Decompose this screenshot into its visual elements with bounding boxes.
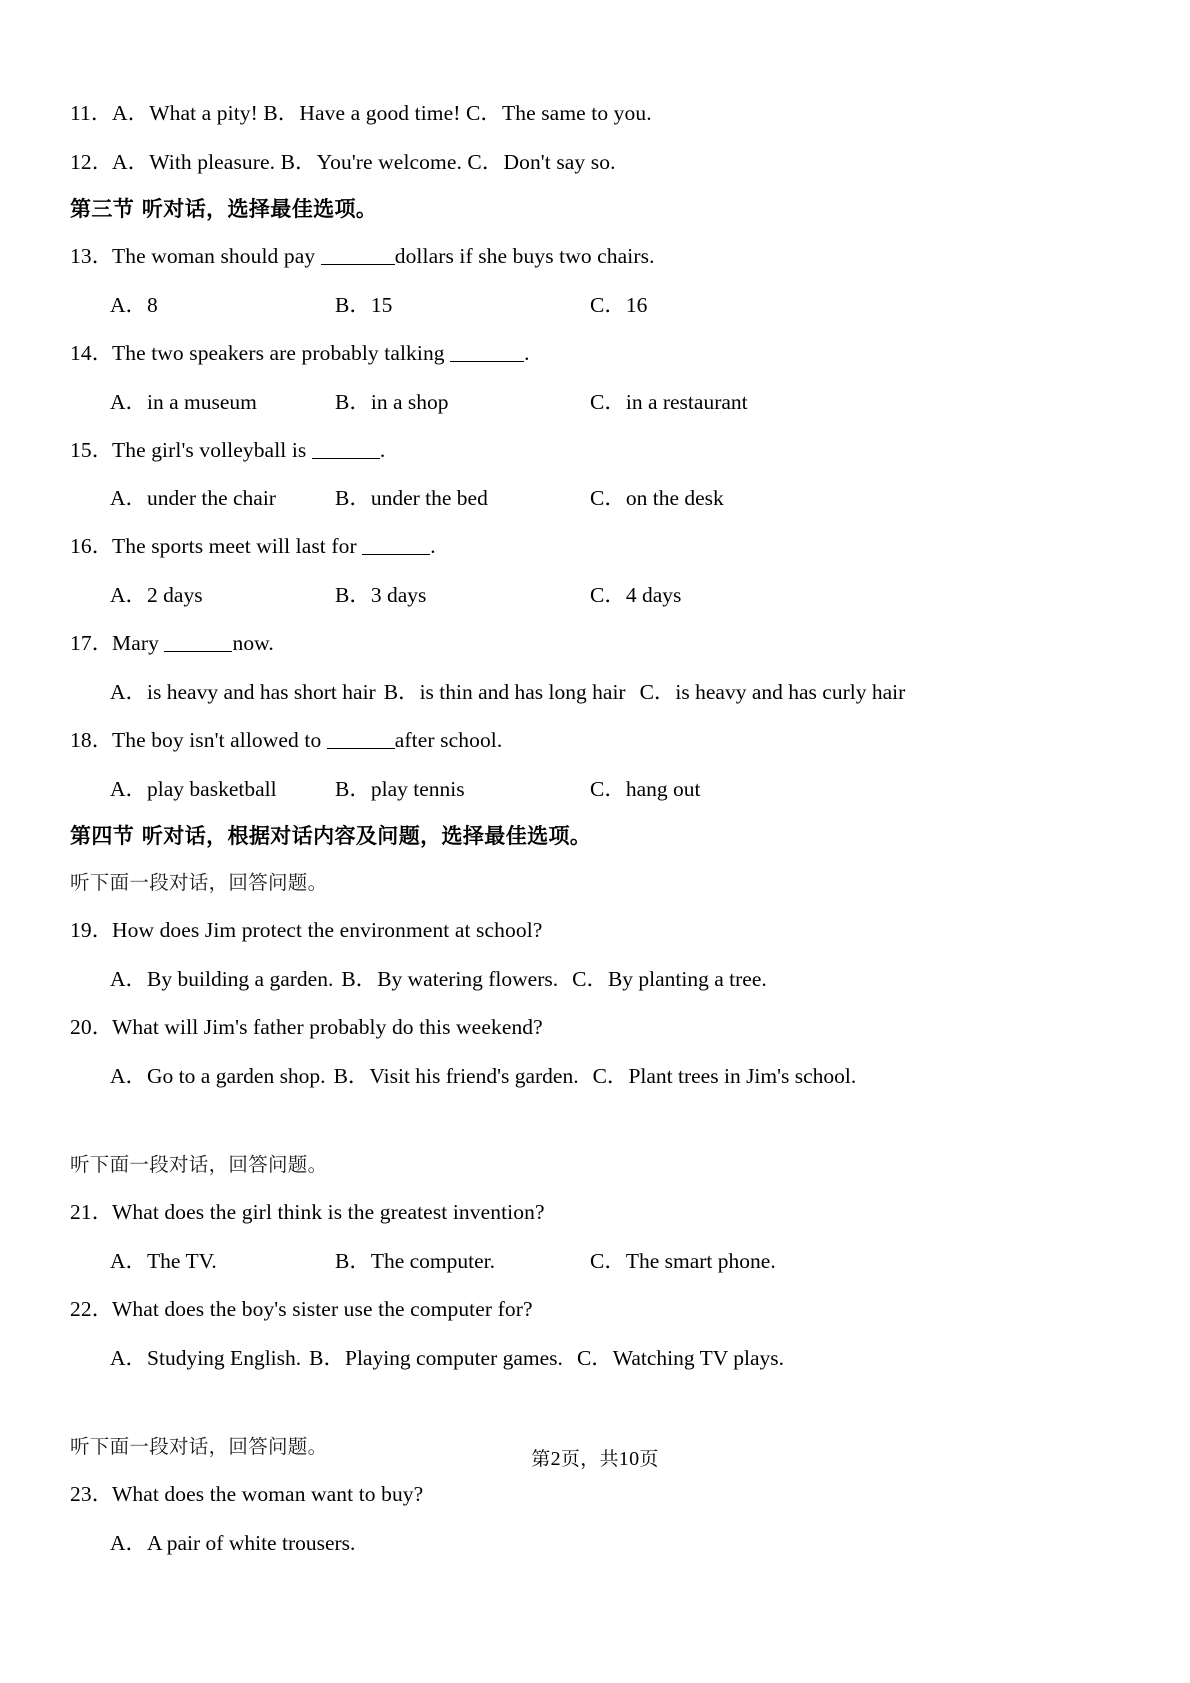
question-12 [70,149,1120,176]
option-b[interactable] [335,582,590,609]
question-19 [70,917,1120,944]
option-b[interactable] [335,1248,590,1275]
option-c[interactable] [590,485,724,512]
question-number: 22． [70,1296,114,1321]
question-13 [70,243,1120,270]
option-c[interactable] [577,1345,784,1372]
footer-suffix: 页 [639,1448,659,1470]
option-b[interactable] [341,966,558,993]
option-text: Studying English. [147,1345,302,1370]
question-number: 19． [70,918,114,943]
question-number: 23． [70,1481,114,1506]
options-row-22 [70,1345,1120,1372]
option-b[interactable] [334,1063,579,1090]
spacer [70,176,1120,196]
answer-blank [362,534,430,555]
question-stem: What does the girl think is the greatest invention? [112,1200,545,1225]
question-stem-after: dollars if she buys two chairs. [394,244,655,269]
page-content [70,100,1120,1557]
question-15 [70,437,1120,464]
option-mark: B． [333,1063,370,1088]
option-mark: B． [383,679,420,704]
option-text: in a museum [147,389,257,414]
option-a[interactable] [110,776,335,803]
question-number: 12． [70,149,114,174]
option-a[interactable] [110,1345,301,1372]
spacer [70,319,1120,340]
question-23 [70,1481,1120,1508]
question-22 [70,1296,1120,1323]
option-mark: B． [335,1248,371,1273]
spacer [70,895,1120,917]
option-c[interactable] [593,1063,857,1090]
options-row-20 [70,1063,1120,1090]
question-stem-after: . [379,437,386,462]
option-text: Playing computer games. [344,1345,563,1370]
spacer [70,560,1120,582]
option-mark: A． [110,1345,148,1370]
option-a[interactable] [110,679,376,706]
option-text: By planting a tree. [607,967,767,992]
question-stem-after: . [524,340,530,365]
option-text: By watering flowers. [377,967,559,992]
option-mark: C． [590,776,626,801]
question-stem-before: The two speakers are probably talking [112,340,445,365]
spacer [70,416,1120,437]
option-text: 2 days [147,583,203,608]
footer-current-page: 2 [550,1448,561,1470]
spacer [70,1177,1120,1199]
option-text: is heavy and has short hair [147,679,376,704]
option-text: A pair of white trousers. [147,1530,356,1555]
option-mark: A． [110,292,148,317]
option-mark: C． [639,679,676,704]
options-row-17 [70,679,1120,706]
spacer [70,463,1120,485]
option-text: under the bed [370,486,488,511]
spacer [70,1275,1120,1296]
option-mark: C． [590,583,626,608]
question-stem-before: The girl's volleyball is [112,437,307,462]
option-a[interactable] [110,292,335,319]
option-a[interactable] [110,389,335,416]
option-mark: C． [590,486,626,511]
option-text: 15 [370,292,393,317]
options-row-23 [70,1530,1120,1557]
option-mark: A． [110,389,148,414]
option-text: 16 [625,292,648,317]
question-options-inline: A．What a pity! B．Have a good time! C．The same to you. [112,101,652,125]
option-mark: C． [590,389,626,414]
option-mark: A． [110,583,148,608]
options-row-13 [70,292,1120,319]
option-c[interactable] [590,582,681,609]
answer-blank [450,340,524,361]
question-17 [70,630,1120,657]
option-text: Go to a garden shop. [147,1063,326,1088]
answer-blank [164,631,232,652]
option-text: under the chair [147,486,276,511]
options-row-14 [70,389,1120,416]
question-stem-after: now. [232,631,274,656]
option-text: 4 days [625,583,682,608]
listening-instruction-3: 听下面一段对话，回答问题。 [70,1434,328,1458]
spacer [70,993,1120,1014]
spacer [70,1372,1120,1434]
option-text: The TV. [147,1248,217,1273]
spacer [70,1090,1120,1152]
listening-instruction-2: 听下面一段对话，回答问题。 [70,1152,328,1176]
option-text: hang out [625,776,701,801]
option-mark: A． [110,1530,148,1555]
option-b[interactable] [384,679,626,706]
option-mark: A． [110,486,148,511]
option-text: on the desk [625,486,724,511]
option-c[interactable] [590,389,748,416]
spacer [70,803,1120,823]
option-text: Plant trees in Jim's school. [628,1063,857,1088]
option-mark: A． [110,1063,148,1088]
question-20 [70,1014,1120,1041]
spacer [70,609,1120,630]
question-14 [70,340,1120,367]
option-mark: C． [592,1063,629,1088]
spacer [70,367,1120,389]
option-text: in a restaurant [625,389,748,414]
option-mark: A． [110,776,148,801]
spacer [70,1323,1120,1345]
spacer [70,270,1120,292]
question-stem-before: The boy isn't allowed to [112,727,322,752]
question-number: 16． [70,534,114,559]
option-mark: B． [341,967,378,992]
question-number: 20． [70,1014,114,1039]
option-mark: B． [335,292,371,317]
option-text: play basketball [147,776,277,801]
question-16 [70,533,1120,560]
question-11 [70,100,1120,127]
option-c[interactable] [590,1248,776,1275]
question-number: 11． [70,101,113,125]
option-text: Visit his friend's garden. [369,1063,579,1088]
page-footer [0,1444,1190,1471]
option-mark: A． [110,679,148,704]
option-a[interactable] [110,966,333,993]
listening-instruction-1: 听下面一段对话，回答问题。 [70,870,328,894]
options-row-16 [70,582,1120,609]
question-stem: What does the boy's sister use the computer for? [112,1296,533,1321]
spacer [70,706,1120,727]
option-a[interactable] [110,485,335,512]
question-number: 15． [70,437,114,462]
option-text: Watching TV plays. [612,1345,785,1370]
option-c[interactable] [590,776,701,803]
option-mark: B． [335,776,371,801]
option-b[interactable] [309,1345,563,1372]
footer-prefix: 第 [531,1448,551,1470]
question-stem-after: after school. [394,727,503,752]
option-c[interactable] [640,679,906,706]
option-a[interactable] [110,1530,355,1557]
question-stem-after: . [430,534,436,559]
option-mark: B． [335,486,371,511]
options-row-21 [70,1248,1120,1275]
option-text: is thin and has long hair [419,679,626,704]
option-c[interactable] [572,966,767,993]
option-mark: C． [590,292,626,317]
spacer [70,1226,1120,1248]
option-text: The computer. [370,1248,496,1273]
question-number: 13． [70,244,114,269]
question-number: 21． [70,1200,114,1225]
question-18 [70,727,1120,754]
question-stem-before: Mary [112,631,159,656]
option-text: in a shop [370,389,449,414]
spacer [70,1041,1120,1063]
spacer [70,850,1120,870]
option-text: By building a garden. [147,967,334,992]
option-text: is heavy and has curly hair [675,679,906,704]
option-text: The smart phone. [625,1248,776,1273]
question-options-inline: A．With pleasure. B．You're welcome. C．Don't say so. [112,149,616,174]
question-stem-before: The woman should pay [112,244,316,269]
option-text: 3 days [370,583,427,608]
spacer [70,657,1120,679]
option-mark: B． [309,1345,345,1370]
question-number: 17． [70,631,114,656]
option-text: play tennis [370,776,465,801]
option-b[interactable] [335,292,590,319]
question-stem: What will Jim's father probably do this weekend? [112,1014,543,1039]
option-mark: C． [576,1345,613,1370]
answer-blank [312,437,380,458]
spacer [70,127,1120,149]
question-number: 18． [70,727,114,752]
option-mark: A． [110,967,148,992]
option-b[interactable] [335,485,590,512]
answer-blank [321,244,395,265]
option-mark: B． [335,583,371,608]
option-b[interactable] [335,776,590,803]
option-a[interactable] [110,1063,326,1090]
question-number: 14． [70,340,114,365]
spacer [70,754,1120,776]
option-mark: C． [572,967,608,992]
option-mark: A． [110,1248,148,1273]
spacer [70,1508,1120,1530]
spacer [70,512,1120,533]
question-stem: How does Jim protect the environment at school? [112,918,543,943]
options-row-19 [70,966,1120,993]
option-c[interactable] [590,292,647,319]
question-stem: What does the woman want to buy? [112,1481,424,1506]
options-row-15 [70,485,1120,512]
section-heading-4: 第四节 听对话，根据对话内容及问题，选择最佳选项。 [70,823,592,848]
option-b[interactable] [335,389,590,416]
answer-blank [327,727,395,748]
spacer [70,944,1120,966]
footer-middle: 页，共 [560,1448,619,1470]
option-mark: C． [590,1248,626,1273]
options-row-18 [70,776,1120,803]
option-text: 8 [147,292,158,317]
spacer [70,223,1120,243]
section-heading-3: 第三节 听对话，选择最佳选项。 [70,196,378,221]
question-21 [70,1199,1120,1226]
option-mark: B． [335,389,371,414]
option-a[interactable] [110,582,335,609]
footer-total-pages: 10 [618,1448,640,1470]
option-a[interactable] [110,1248,335,1275]
question-stem-before: The sports meet will last for [112,534,357,559]
